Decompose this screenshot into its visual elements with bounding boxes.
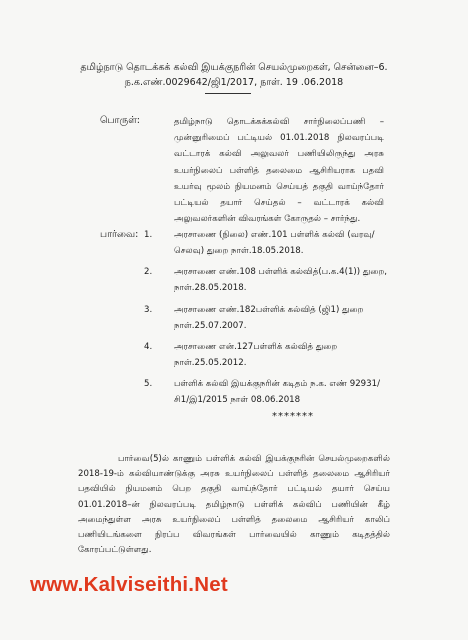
- reference-number: 3.: [144, 305, 153, 315]
- reference-text: அரசாணை எண்.182பள்ளிக் கல்வித் (ஜி1) துறை நாள்.25.07.2007.: [174, 305, 364, 331]
- references-label: பார்வை:: [100, 229, 139, 240]
- reference-number: 4.: [144, 342, 153, 352]
- site-watermark: www.Kalviseithi.Net: [30, 573, 228, 596]
- subject-text: தமிழ்நாடு தொடக்கக்கல்வி சார்நிலைப்பணி – முன்னுரிமைப் பட்டியல் 01.01.2018 நிலவரப்படி வட்டாரக் கல்வி அலுவலர் பணியிலிருந்து அரசு உயர்நிலைப் பள்ளித் தலைமை ஆசிரியராக பதவி உயர்வு மூலம் நியமனம் செய்யத் தகுதி வாய்ந்தோர் பட்டியல் தயார் செய்தல் – வட்டாரக் கல்வி அலுவலர்களின் விவரங்கள் கோருதல் – சார்ந்து.: [174, 117, 384, 225]
- header-reference-line: ந.க.எண்.0029642/ஜி1/2017, நாள். 19 .06.2018: [124, 77, 344, 88]
- body-paragraph: பார்வை(5)ல் காணும் பள்ளிக் கல்வி இயக்குநரின் செயல்முறைகளில் 2018-19-ம் கல்வியாண்டுக்கு அரசு உயர்நிலைப் பள்ளித் தலைமை ஆசிரியர் பதவியில் நியமனம் பெற தகுதி வாய்ந்தோர் பட்டியல் தயார் செய்ய 01.01.2018–ன் நிலவரப்படி தமிழ்நாடு பள்ளிக் கல்விப் பணியின் கீழ் அமைந்துள்ள அரசு உயர்நிலைப் பள்ளித் தலைமை ஆசிரியர் காலிப் பணியிடங்களை நிரப்ப விவரங்கள் பார்வையில் காணும் கடிதத்தில் கோரப்பட்டுள்ளது.: [78, 454, 390, 556]
- reference-text: அரசாணை (நிலை) எண்.101 பள்ளிக் கல்வி (வரவு/செலவு) துறை நாள்.18.05.2018.: [174, 230, 375, 256]
- letter-header: [0, 60, 468, 90]
- reference-number: 1.: [144, 230, 153, 240]
- reference-text: பள்ளிக் கல்வி இயக்குநரின் கடிதம் ந.க. எண் 92931/சி1/இ1/2015 நாள் 08.06.2018: [174, 379, 380, 405]
- header-office-line: தமிழ்நாடு தொடக்கக் கல்வி இயக்குநரின் செயல்முறைகள், சென்னை–6.: [80, 62, 388, 73]
- separator-stars: *******: [272, 411, 314, 422]
- reference-number: 5.: [144, 379, 153, 389]
- reference-number: 2.: [144, 267, 153, 277]
- reference-text: அரசாணை எண்.108 பள்ளிக் கல்வித்(ப.க.4(1)) துறை, நாள்.28.05.2018.: [174, 267, 388, 293]
- subject-label: பொருள்:: [100, 115, 141, 126]
- reference-text: அரசாணை என்.127பள்ளிக் கல்வித் துறை நாள்.25.05.2012.: [174, 342, 338, 368]
- header-divider: [205, 93, 251, 94]
